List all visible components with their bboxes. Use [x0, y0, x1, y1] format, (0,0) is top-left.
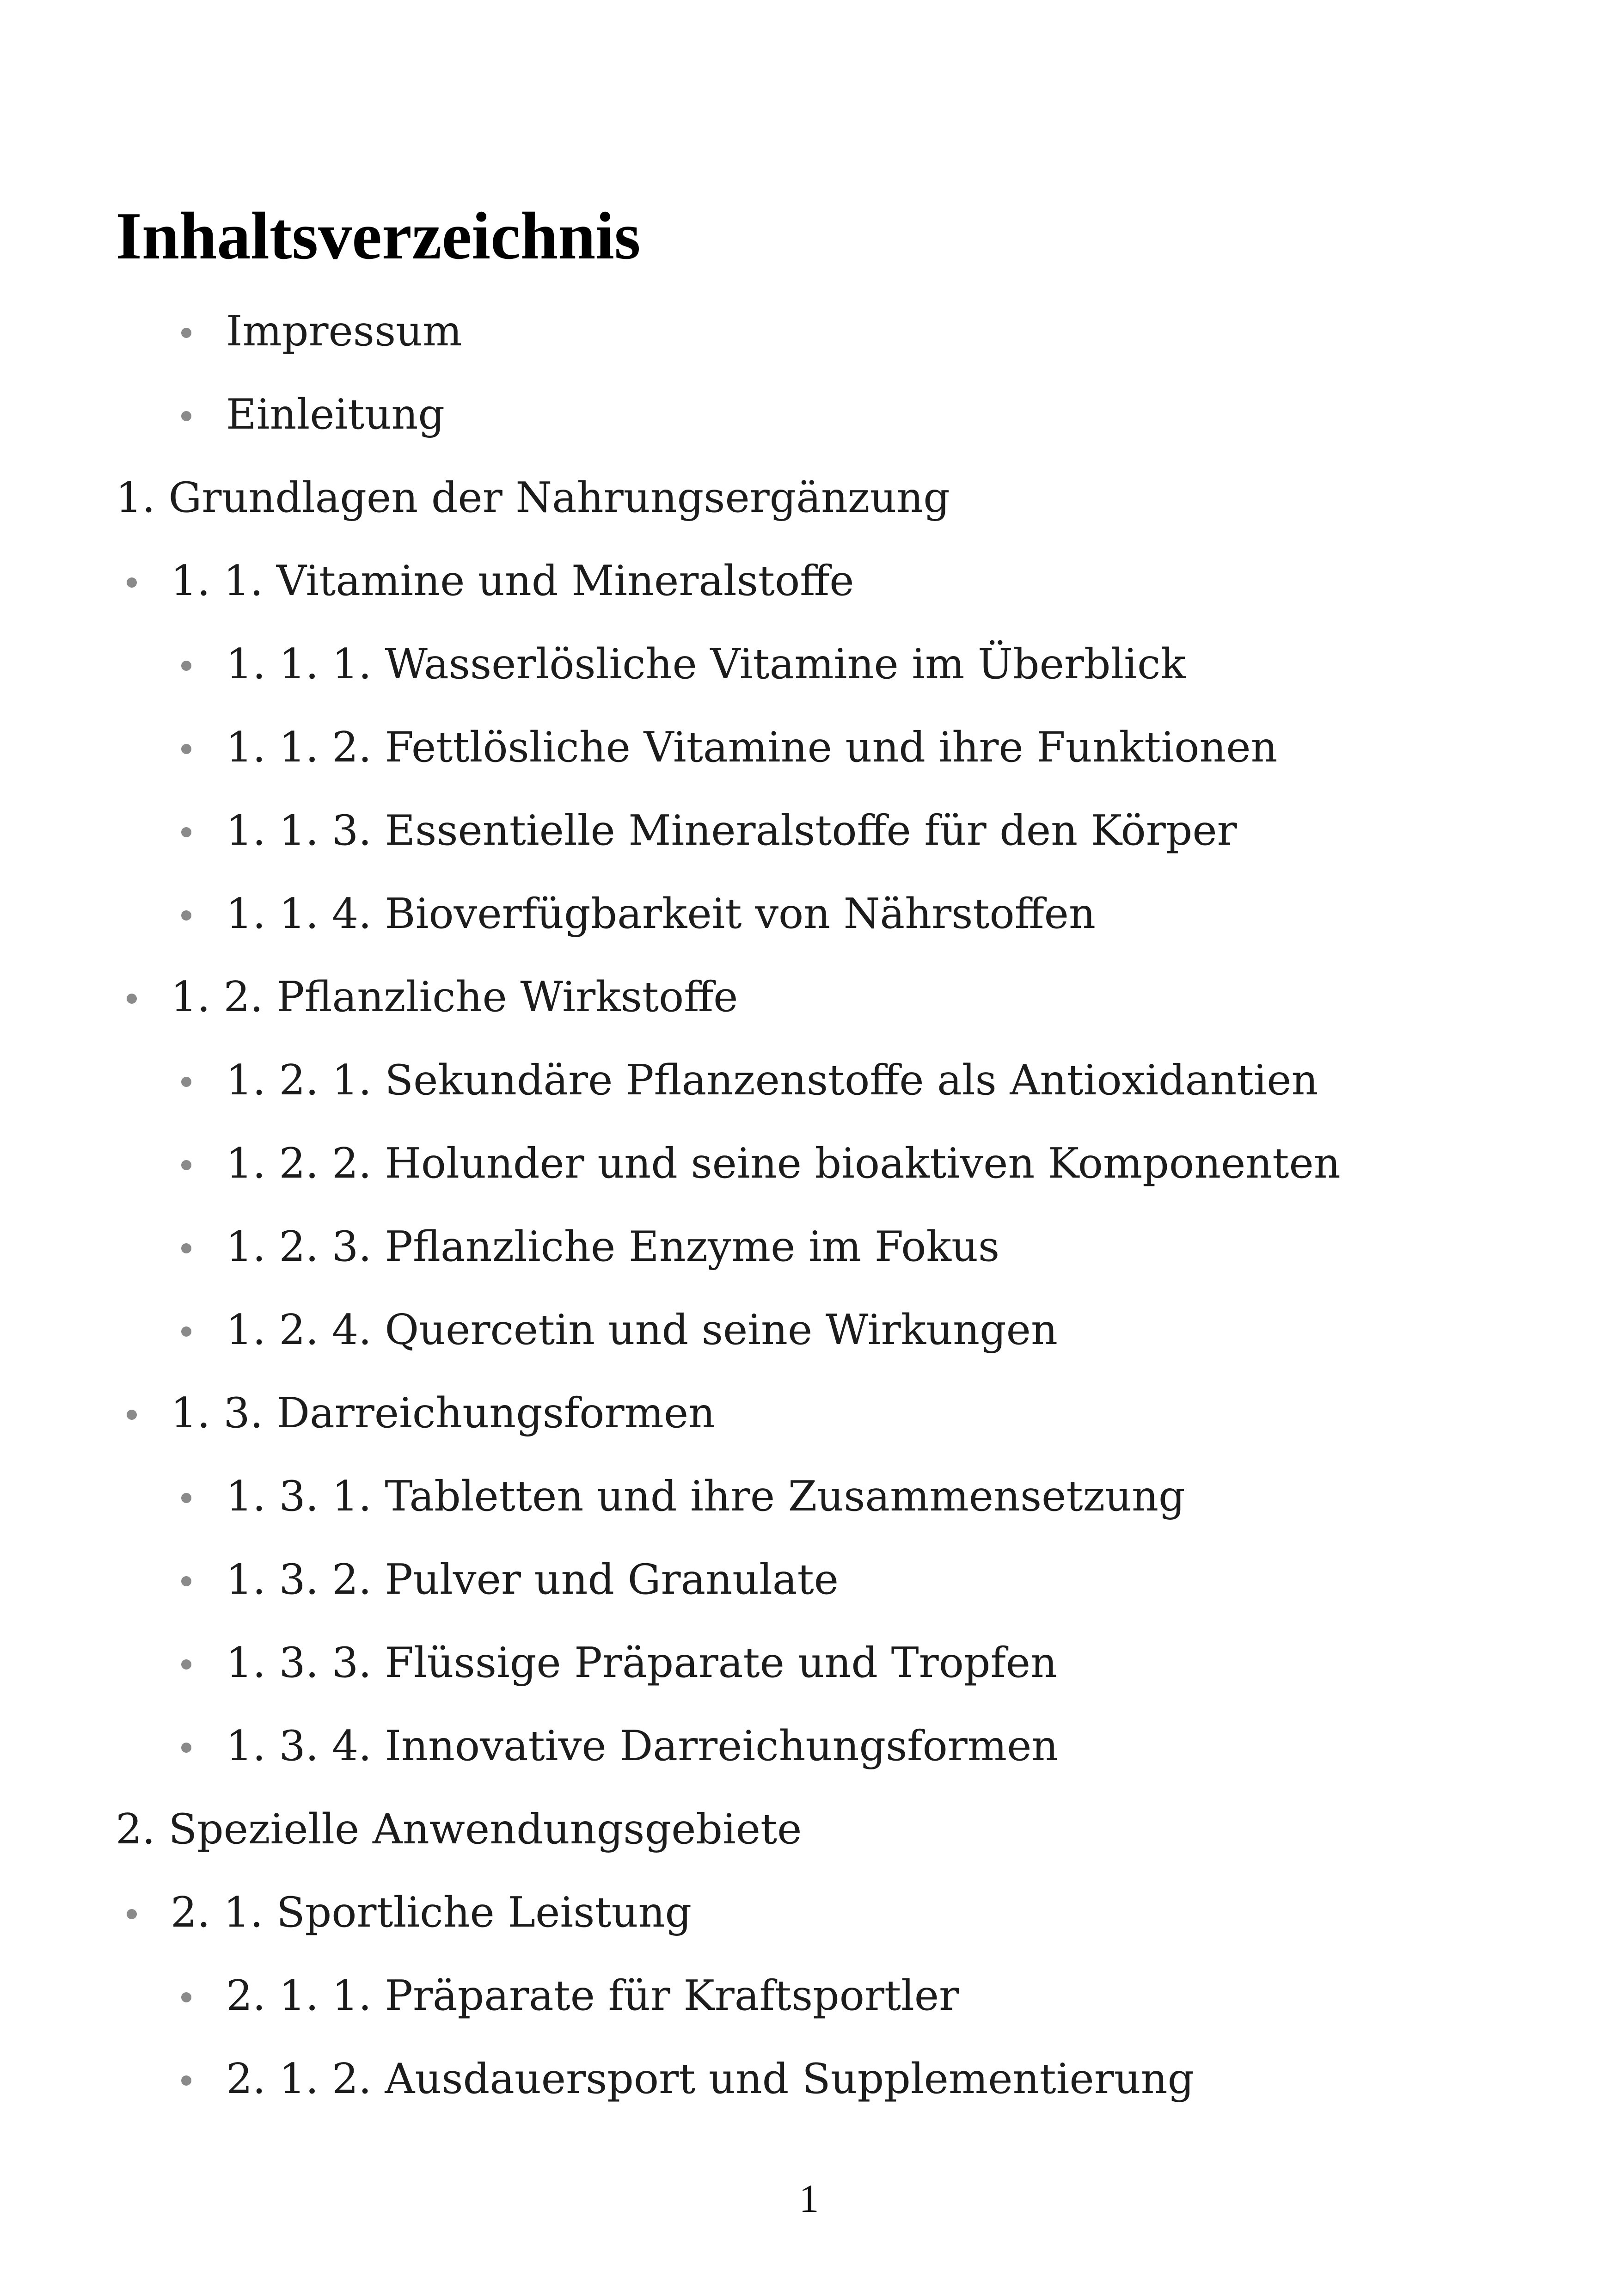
toc-item-label: 1. 1. 3. Essentielle Mineralstoffe für den Körper — [226, 806, 1237, 855]
toc-item-label: 2. 1. 2. Ausdauersport und Supplementierung — [226, 2055, 1195, 2103]
toc-item-label: 1. 2. 3. Pflanzliche Enzyme im Fokus — [226, 1222, 1000, 1271]
toc-item-label: 1. 1. Vitamine und Mineralstoffe — [171, 557, 854, 605]
bullet-icon — [181, 411, 191, 421]
toc-item-label: 1. 3. 4. Innovative Darreichungsformen — [226, 1722, 1059, 1770]
bullet-icon — [127, 1909, 137, 1919]
toc-item[interactable] — [226, 720, 1278, 775]
toc-item-label: 2. Spezielle Anwendungsgebiete — [116, 1805, 802, 1854]
toc-item[interactable] — [226, 1552, 839, 1608]
bullet-icon — [181, 1576, 191, 1586]
toc-item-label: 1. 3. 2. Pulver und Granulate — [226, 1555, 839, 1604]
bullet-icon — [181, 744, 191, 754]
bullet-icon — [181, 1243, 191, 1253]
toc-item[interactable] — [226, 387, 445, 442]
toc-item[interactable] — [226, 1302, 1058, 1358]
toc-item-label: 1. 2. 1. Sekundäre Pflanzenstoffe als Antioxidantien — [226, 1056, 1318, 1105]
toc-item[interactable] — [226, 886, 1096, 942]
toc-item[interactable] — [226, 304, 462, 359]
toc-item[interactable] — [226, 1053, 1318, 1108]
toc-item[interactable] — [226, 1469, 1185, 1524]
toc-item[interactable] — [171, 1885, 692, 1940]
toc-item[interactable] — [226, 1968, 959, 2024]
toc-item[interactable] — [226, 1219, 999, 1275]
bullet-icon — [181, 661, 191, 671]
page-title: Inhaltsverzeichnis — [116, 198, 641, 273]
toc-item[interactable] — [226, 1719, 1058, 1774]
toc-item-label: 1. 2. Pflanzliche Wirkstoffe — [171, 973, 738, 1021]
bullet-icon — [127, 577, 137, 588]
bullet-icon — [127, 994, 137, 1004]
toc-item[interactable] — [171, 1386, 715, 1441]
toc-item-label: 2. 1. Sportliche Leistung — [171, 1888, 692, 1937]
bullet-icon — [181, 910, 191, 921]
toc-item[interactable] — [171, 553, 854, 609]
bullet-icon — [181, 328, 191, 338]
toc-chapter[interactable] — [116, 1802, 802, 1857]
toc-item[interactable] — [226, 637, 1186, 692]
toc-item[interactable] — [226, 803, 1237, 859]
bullet-icon — [181, 1659, 191, 1670]
toc-item-label: 1. Grundlagen der Nahrungsergänzung — [116, 473, 950, 522]
bullet-icon — [181, 827, 191, 837]
toc-chapter[interactable] — [116, 470, 950, 526]
bullet-icon — [181, 1743, 191, 1753]
toc-item[interactable] — [171, 970, 738, 1025]
toc-item-label: 1. 3. 3. Flüssige Präparate und Tropfen — [226, 1639, 1058, 1687]
bullet-icon — [181, 2075, 191, 2086]
toc-item-label: Einleitung — [226, 390, 445, 439]
toc-item[interactable] — [226, 1136, 1341, 1191]
toc-item-label: 1. 3. Darreichungsformen — [171, 1389, 716, 1437]
toc-item-label: 1. 1. 2. Fettlösliche Vitamine und ihre Funktionen — [226, 723, 1278, 772]
bullet-icon — [181, 1493, 191, 1503]
page-number: 1 — [799, 2176, 819, 2221]
toc-item[interactable] — [226, 1635, 1057, 1691]
bullet-icon — [181, 1326, 191, 1337]
toc-item-label: 1. 1. 1. Wasserlösliche Vitamine im Überblick — [226, 640, 1186, 688]
toc-item-label: 1. 2. 2. Holunder und seine bioaktiven Komponenten — [226, 1139, 1341, 1188]
bullet-icon — [127, 1410, 137, 1420]
toc-item-label: 1. 1. 4. Bioverfügbarkeit von Nährstoffen — [226, 890, 1096, 938]
toc-item-label: Impressum — [226, 307, 462, 356]
toc-item-label: 2. 1. 1. Präparate für Kraftsportler — [226, 1971, 959, 2020]
bullet-icon — [181, 1160, 191, 1170]
bullet-icon — [181, 1992, 191, 2002]
bullet-icon — [181, 1077, 191, 1087]
toc-item[interactable] — [226, 2051, 1194, 2107]
toc-item-label: 1. 2. 4. Quercetin und seine Wirkungen — [226, 1306, 1058, 1354]
toc-item-label: 1. 3. 1. Tabletten und ihre Zusammensetzung — [226, 1472, 1185, 1521]
